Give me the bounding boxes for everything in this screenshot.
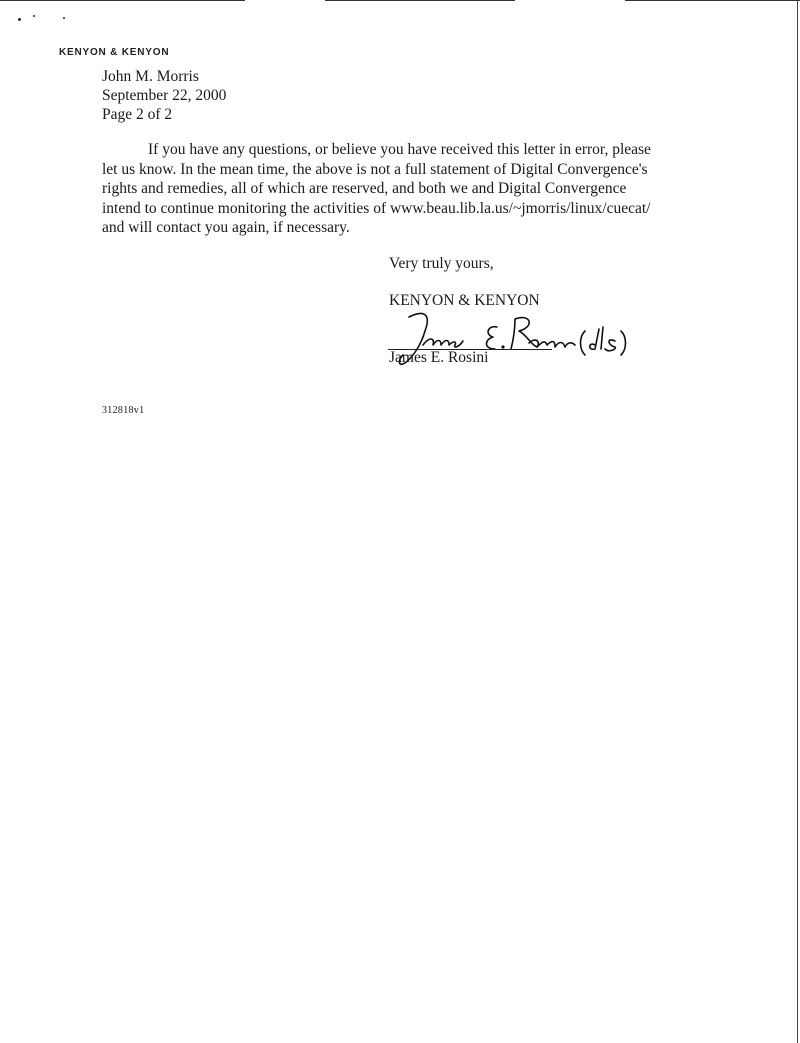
- scan-edge-line: [0, 0, 245, 1]
- body-line: let us know. In the mean time, the above is not a full statement of Digital Convergence's: [102, 160, 648, 178]
- closing-firm: KENYON & KENYON: [389, 292, 540, 309]
- scan-edge-line: [625, 0, 800, 1]
- letterhead-firm: KENYON & KENYON: [59, 47, 170, 58]
- scan-speck: [63, 17, 65, 19]
- document-id: 312818v1: [102, 405, 145, 416]
- body-line: If you have any questions, or believe you have received this letter in error, please: [148, 141, 651, 158]
- scan-speck: [18, 18, 21, 21]
- signer-name: James E. Rosini: [389, 349, 489, 366]
- scan-right-edge: [797, 0, 798, 1043]
- body-line: and will contact you again, if necessary.: [102, 219, 350, 236]
- recipient-name: John M. Morris: [102, 68, 199, 85]
- closing-salutation: Very truly yours,: [389, 255, 494, 272]
- page-number: Page 2 of 2: [102, 106, 173, 123]
- scan-speck: [33, 15, 35, 17]
- letter-date: September 22, 2000: [102, 87, 227, 104]
- body-line: intend to continue monitoring the activities of www.beau.lib.la.us/~jmorris/linux/cuecat/: [102, 199, 651, 217]
- letter-body: [102, 140, 670, 238]
- scan-edge-line: [325, 0, 515, 1]
- body-line: rights and remedies, all of which are reserved, and both we and Digital Convergence: [102, 180, 627, 197]
